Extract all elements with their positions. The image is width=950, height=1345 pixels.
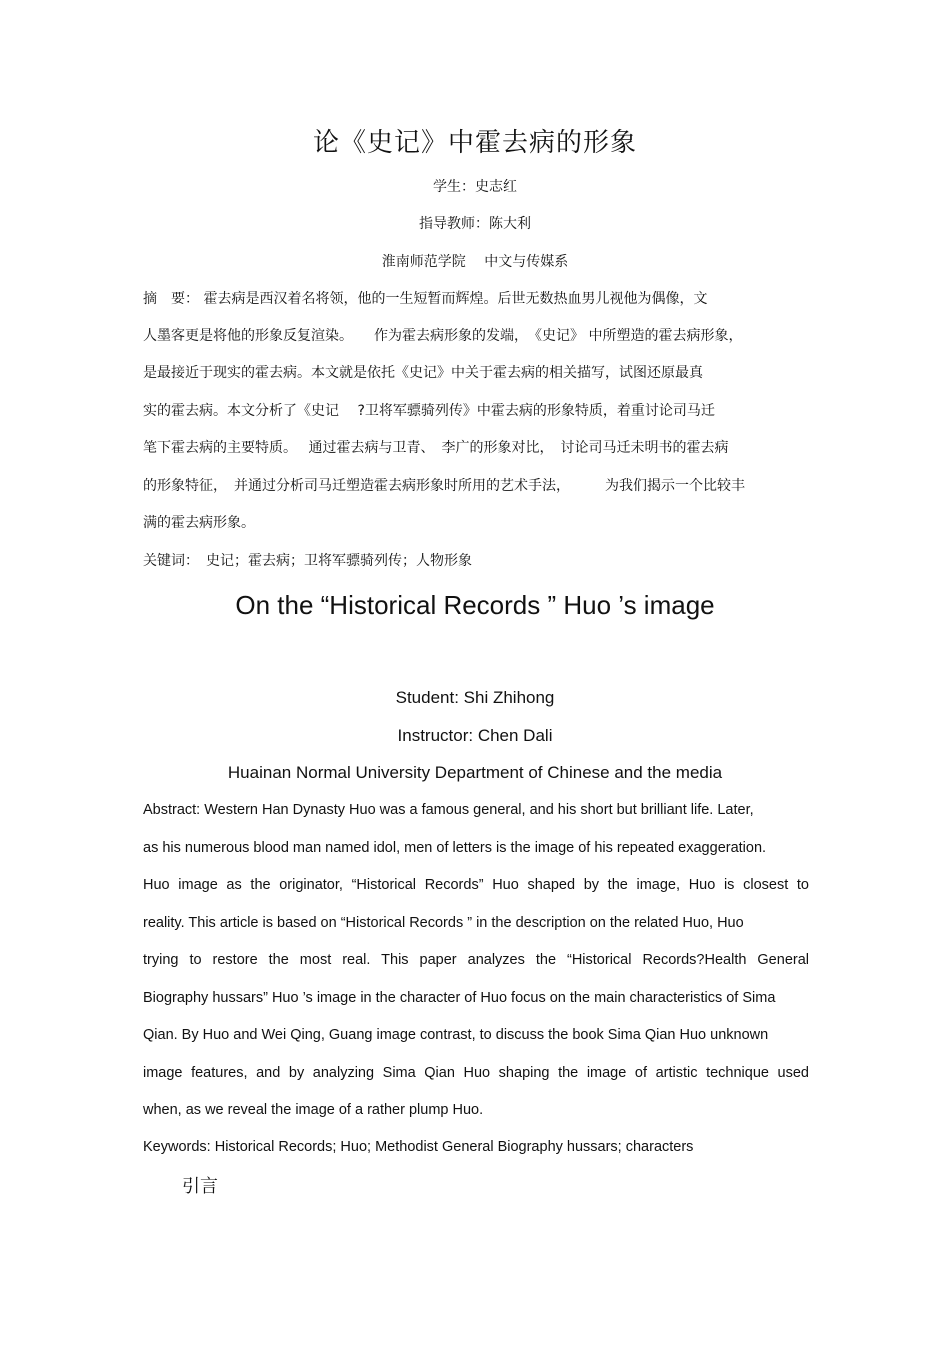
english-abstract-line: Abstract: Western Han Dynasty Huo was a famous general, and his short but brilliant life. Later, xyxy=(143,802,754,818)
english-abstract-line: when, as we reveal the image of a rather plump Huo. xyxy=(143,1102,484,1118)
chinese-student: 学生：史志红 xyxy=(433,179,517,195)
chinese-abstract-line: 是最接近于现实的霍去病。本文就是依托《史记》中关于霍去病的相关描写，试图还原最真 xyxy=(143,365,703,381)
english-abstract-line: Huo image as the originator, “Historical Records” Huo shaped by the image, Huo is closest to xyxy=(143,877,809,893)
intro-heading: 引言 xyxy=(182,1176,218,1197)
english-abstract-line: reality. This article is based on “Historical Records ” in the description on the related Huo, Huo xyxy=(143,915,744,931)
chinese-abstract-line: 实的霍去病。本文分析了《史记 ?卫将军骠骑列传》中霍去病的形象特质，着重讨论司马迁 xyxy=(143,403,715,419)
chinese-abstract-line: 的形象特征， 并通过分析司马迁塑造霍去病形象时所用的艺术手法， 为我们揭示一个比较丰 xyxy=(143,478,745,494)
english-keywords: Keywords: Historical Records; Huo; Methodist General Biography hussars; characters xyxy=(143,1139,694,1155)
chinese-abstract-line: 笔下霍去病的主要特质。 通过霍去病与卫青、 李广的形象对比， 讨论司马迁未明书的霍去病 xyxy=(143,440,729,456)
chinese-instructor: 指导教师：陈大利 xyxy=(419,216,531,232)
chinese-title: 论《史记》中霍去病的形象 xyxy=(312,128,637,158)
english-abstract-line: Biography hussars” Huo ’s image in the character of Huo focus on the main characteristics of Sima xyxy=(143,990,776,1006)
chinese-abstract-line: 人墨客更是将他的形象反复渲染。 作为霍去病形象的发端， 《史记》 中所塑造的霍去病形象， xyxy=(143,328,743,344)
english-student: Student: Shi Zhihong xyxy=(395,688,555,707)
chinese-keywords: 关键词： 史记；霍去病；卫将军骠骑列传；人物形象 xyxy=(143,553,472,569)
english-abstract-line: trying to restore the most real. This paper analyzes the “Historical Records?Health General xyxy=(143,952,809,968)
chinese-abstract-line: 摘 要： 霍去病是西汉着名将领，他的一生短暂而辉煌。后世无数热血男儿视他为偶像，文 xyxy=(143,291,708,307)
chinese-abstract-line: 满的霍去病形象。 xyxy=(143,515,255,531)
english-abstract-line: image features, and by analyzing Sima Qian Huo shaping the image of artistic technique used xyxy=(143,1065,809,1081)
english-instructor: Instructor: Chen Dali xyxy=(397,726,553,745)
english-school: Huainan Normal University Department of Chinese and the media xyxy=(227,763,723,782)
english-abstract-line: Qian. By Huo and Wei Qing, Guang image contrast, to discuss the book Sima Qian Huo unknown xyxy=(143,1027,769,1043)
english-abstract-line: as his numerous blood man named idol, men of letters is the image of his repeated exaggeration. xyxy=(143,840,767,856)
chinese-school: 淮南师范学院 中文与传媒系 xyxy=(381,254,569,270)
english-title: On the “Historical Records ” Huo ’s image xyxy=(235,590,715,620)
